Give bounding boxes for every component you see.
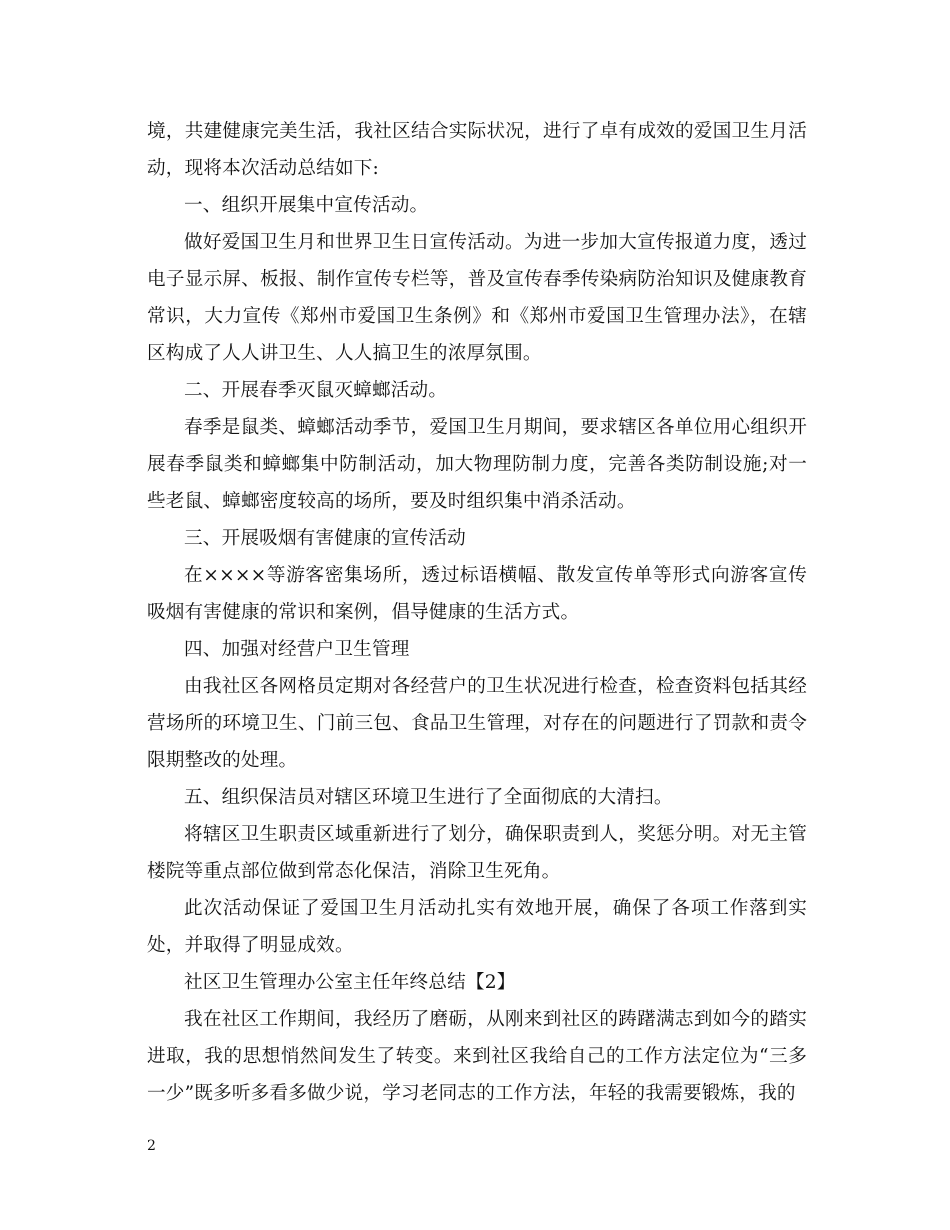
paragraph: 由我社区各网格员定期对各经营户的卫生状况进行检查，检查资料包括其经营场所的环境卫生、门前三包、食品卫生管理，对存在的问题进行了罚款和责令限期整改的处理。 [147,676,807,771]
paragraph-continuation: 境，共建健康完美生活，我社区结合实际状况，进行了卓有成效的爱国卫生月活动，现将本次活动总结如下: [147,121,807,179]
paragraph: 我在社区工作期间，我经历了磨砺，从刚来到社区的踌躇满志到如今的踏实进取，我的思想悄然间发生了转变。来到社区我给自己的工作方法定位为“三多一少”既多听多看多做少说，学习老同志的工作方法，年轻的我需要锻炼，我的 [147,1009,807,1104]
section-heading-5: 五、组织保洁员对辖区环境卫生进行了全面彻底的大清扫。 [184,787,673,808]
paragraph: 将辖区卫生职责区域重新进行了划分，确保职责到人，奖惩分明。对无主管楼院等重点部位做到常态化保洁，消除卫生死角。 [147,824,807,882]
paragraph: 在××××等游客密集场所，透过标语横幅、散发宣传单等形式向游客宣传吸烟有害健康的常识和案例，倡导健康的生活方式。 [147,565,807,623]
article-title: 社区卫生管理办公室主任年终总结【2】 [184,972,516,993]
paragraph: 做好爱国卫生月和世界卫生日宣传活动。为进一步加大宣传报道力度，透过电子显示屏、板报、制作宣传专栏等，普及宣传春季传染病防治知识及健康教育常识，大力宣传《郑州市爱国卫生条例》和《郑州市爱国卫生管理办法》，在辖区构成了人人讲卫生、人人搞卫生的浓厚氛围。 [147,232,807,364]
paragraph: 此次活动保证了爱国卫生月活动扎实有效地开展，确保了各项工作落到实处，并取得了明显成效。 [147,898,807,956]
section-heading-1: 一、组织开展集中宣传活动。 [184,195,429,216]
paragraph: 春季是鼠类、蟑螂活动季节，爱国卫生月期间，要求辖区各单位用心组织开展春季鼠类和蟑螂集中防制活动，加大物理防制力度，完善各类防制设施;对一些老鼠、蟑螂密度较高的场所，要及时组织集中消杀活动。 [147,417,807,512]
page-number: 2 [147,1138,156,1154]
document-body [147,113,807,1112]
section-heading-4: 四、加强对经营户卫生管理 [184,639,410,660]
section-heading-2: 二、开展春季灭鼠灭蟑螂活动。 [184,380,448,401]
section-heading-3: 三、开展吸烟有害健康的宣传活动 [184,528,466,549]
